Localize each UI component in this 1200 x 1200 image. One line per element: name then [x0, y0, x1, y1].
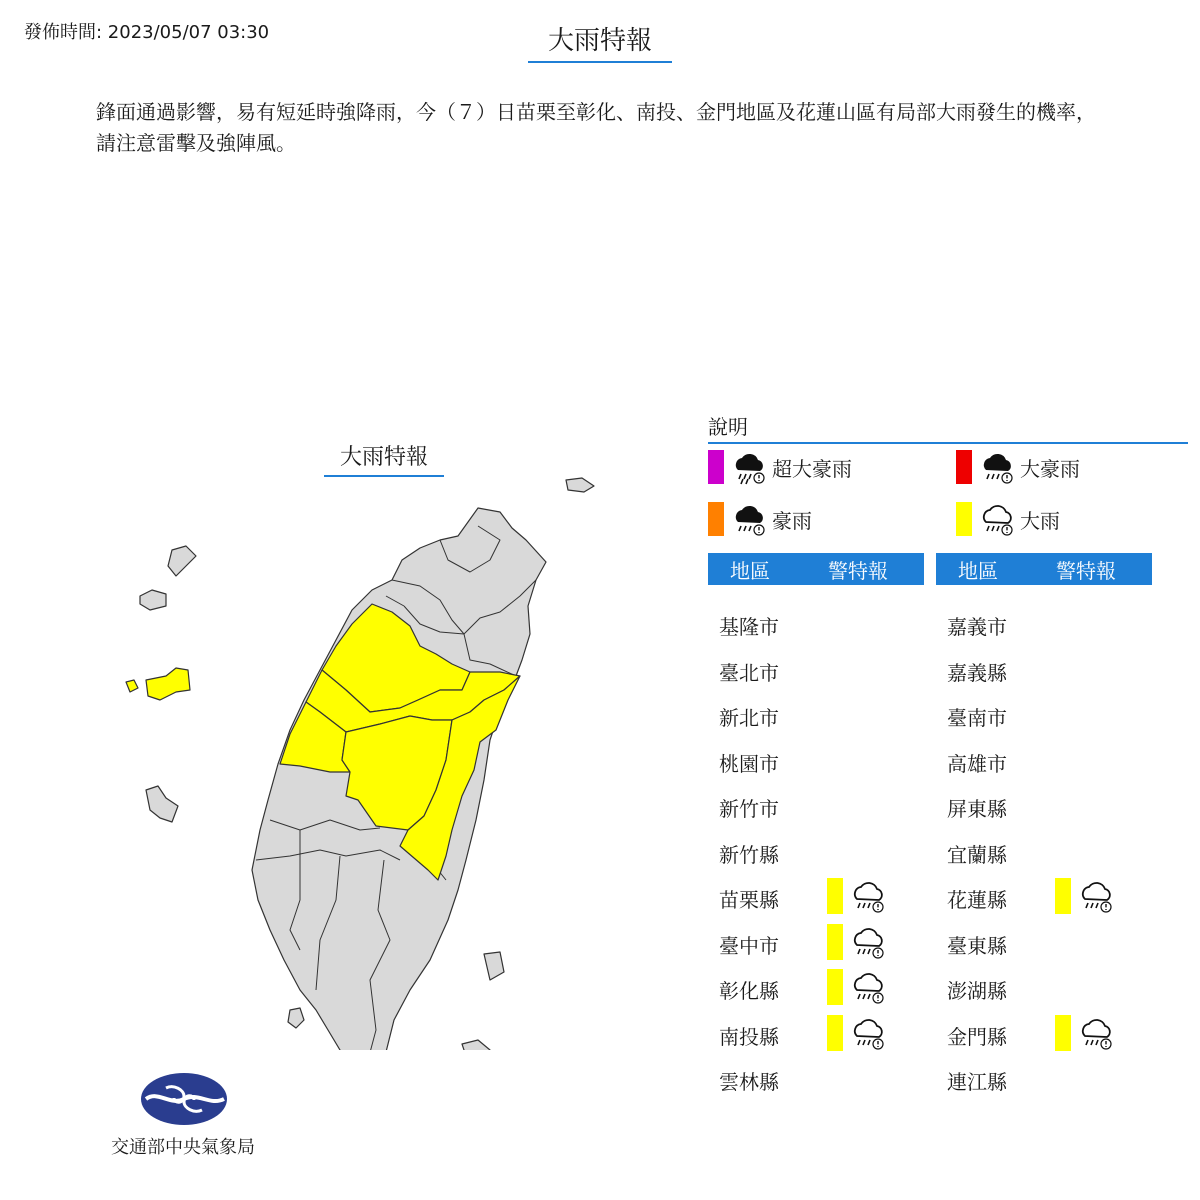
legend-item-super-torrential	[708, 450, 852, 484]
island-matsu-north	[566, 478, 594, 492]
warning-indicator	[1055, 1013, 1115, 1053]
cwb-logo	[140, 1072, 230, 1128]
column-header-warning: 警特報	[828, 558, 888, 583]
legend-item-torrential	[708, 502, 812, 536]
island-matsu-b	[140, 590, 166, 610]
column-header-region: 地區	[958, 558, 998, 583]
county-name: 宜蘭縣	[947, 842, 1007, 867]
warning-color-bar	[827, 969, 843, 1005]
taiwan-map	[100, 470, 620, 1050]
warning-indicator	[827, 922, 887, 962]
legend-label: 豪雨	[772, 508, 812, 533]
heavy-rain-cloud-icon	[730, 448, 768, 486]
legend-swatch	[956, 450, 972, 484]
county-name: 臺南市	[947, 706, 1007, 730]
legend-swatch	[708, 502, 724, 536]
legend-swatch	[708, 450, 724, 484]
county-name: 新竹市	[719, 797, 779, 821]
county-name: 連江縣	[947, 1070, 1007, 1094]
county-name: 苗栗縣	[719, 888, 779, 912]
warning-description: 鋒面通過影響，易有短延時強降雨，今（７）日苗栗至彰化、南投、金門地區及花蓮山區有局部大雨發生的機率，請注意雷擊及強陣風。	[96, 100, 1096, 155]
county-name: 臺東縣	[947, 933, 1007, 958]
column-header-region: 地區	[730, 558, 770, 583]
rain-cloud-icon	[849, 1014, 887, 1052]
legend-label: 大豪雨	[1020, 456, 1080, 481]
county-name: 花蓮縣	[947, 888, 1007, 912]
county-name: 嘉義縣	[947, 660, 1007, 685]
island-green-island	[484, 952, 504, 980]
rain-cloud-icon	[978, 500, 1016, 538]
legend-item-extremely-torrential	[956, 450, 1080, 484]
county-name: 桃園市	[719, 751, 779, 776]
island-xiaoliuqiu	[288, 1008, 304, 1028]
agency-name: 交通部中央氣象局	[111, 1137, 255, 1158]
county-name: 新北市	[719, 706, 779, 730]
table-header-left	[708, 553, 924, 585]
legend-label: 超大豪雨	[772, 456, 852, 481]
rain-cloud-icon	[1077, 877, 1115, 915]
warning-color-bar	[827, 924, 843, 960]
warning-color-bar	[827, 1015, 843, 1051]
map-title: 大雨特報	[324, 440, 444, 477]
warning-color-bar	[1055, 1015, 1071, 1051]
rain-cloud-icon	[1077, 1014, 1115, 1052]
county-name: 新竹縣	[719, 842, 779, 867]
warning-indicator	[827, 967, 887, 1007]
county-name: 南投縣	[719, 1024, 779, 1049]
heavy-rain-cloud-icon	[730, 500, 768, 538]
island-little-kinmen	[126, 680, 138, 692]
warning-color-bar	[827, 878, 843, 914]
island-orchid-island	[462, 1040, 494, 1050]
county-name: 澎湖縣	[947, 979, 1007, 1003]
rain-cloud-icon	[849, 877, 887, 915]
county-name: 高雄市	[947, 751, 1007, 776]
county-name: 彰化縣	[719, 979, 779, 1003]
island-matsu-a	[168, 546, 196, 576]
county-name: 屏東縣	[947, 797, 1007, 821]
heavy-rain-cloud-icon	[978, 448, 1016, 486]
county-name: 雲林縣	[719, 1070, 779, 1094]
table-header-right	[936, 553, 1152, 585]
legend-swatch	[956, 502, 972, 536]
island-kinmen	[146, 668, 190, 700]
county-name: 金門縣	[947, 1024, 1007, 1049]
warning-indicator	[827, 1013, 887, 1053]
legend-title: 說明	[708, 411, 1188, 444]
legend-item-heavy-rain	[956, 502, 1060, 536]
rain-cloud-icon	[849, 968, 887, 1006]
page-title: 大雨特報	[528, 20, 672, 63]
warning-indicator	[827, 876, 887, 916]
legend-label: 大雨	[1020, 508, 1060, 533]
island-penghu	[146, 786, 178, 822]
county-name: 臺中市	[719, 933, 779, 958]
county-name: 基隆市	[719, 615, 779, 639]
county-name: 臺北市	[719, 660, 779, 685]
warning-indicator	[1055, 876, 1115, 916]
column-header-warning: 警特報	[1056, 558, 1116, 583]
issue-time: 發佈時間: 2023/05/07 03:30	[24, 22, 270, 43]
rain-cloud-icon	[849, 923, 887, 961]
county-name: 嘉義市	[947, 615, 1007, 639]
warning-color-bar	[1055, 878, 1071, 914]
